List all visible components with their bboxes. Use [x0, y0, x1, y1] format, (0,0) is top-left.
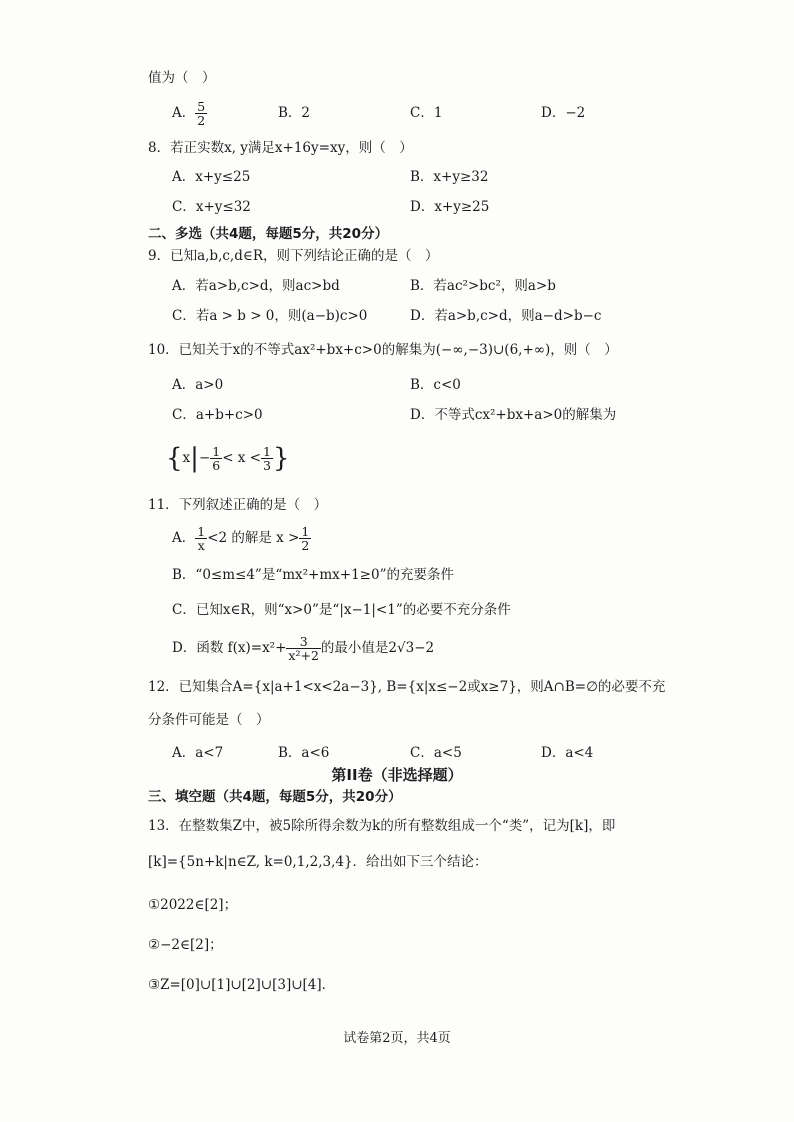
q8-option-a: A．x+y≤25	[172, 169, 251, 185]
q7-option-a-fraction	[195, 100, 207, 127]
bar-glyph: |	[190, 443, 199, 474]
q8-option-d: D．x+y≥25	[410, 199, 490, 215]
q12-stem-line-1: 12．已知集合A={x|a+1<x<2a−3}, B={x|x≤−2或x≥7}，则A∩B=∅的必要不充	[148, 679, 666, 695]
part-2-title: 第II卷（非选择题）	[331, 766, 463, 784]
q12-option-a: A．a<7	[172, 745, 224, 761]
q13-line-2: [k]={5n+k|n∈Z, k=0,1,2,3,4}．给出如下三个结论：	[148, 854, 488, 870]
q10-set-var: x	[182, 450, 191, 466]
q13-line-1: 13．在整数集Z中，被5除所得余数为k的所有整数组成一个“类”，记为[k]，即	[148, 818, 616, 834]
q10-set-mid: < x <	[222, 450, 262, 466]
q12-option-c: C．a<5	[410, 745, 462, 761]
q10-f2-num: 1	[263, 444, 271, 459]
page-footer: 试卷第2页，共4页	[343, 1031, 451, 1046]
q7-option-c: C．1	[410, 105, 443, 121]
q10-f2-den: 3	[263, 458, 271, 473]
q8-option-c: C．x+y≤32	[172, 199, 251, 215]
q9-option-b: B．若ac²>bc²，则a>b	[410, 278, 556, 294]
q11-option-a	[172, 523, 311, 553]
q7-stem-tail: 值为（ ）	[148, 70, 216, 86]
q11-a-num2: 1	[301, 524, 310, 539]
q10-stem: 10．已知关于x的不等式ax²+bx+c>0的解集为(−∞,−3)∪(6,+∞)，则（ ）	[148, 342, 618, 358]
q10-fraction-1	[210, 445, 222, 472]
q11-a-mid: <2 的解是 x >	[207, 530, 300, 546]
q11-stem: 11．下列叙述正确的是（ ）	[148, 497, 328, 513]
q11-a-den: x	[197, 538, 205, 553]
q10-option-d: D．不等式cx²+bx+a>0的解集为	[410, 407, 617, 423]
q7-a-num: 5	[197, 99, 206, 114]
q8-option-b: B．x+y≥32	[410, 169, 489, 185]
q10-fraction-2	[261, 445, 273, 472]
q7-option-a	[172, 100, 207, 127]
q11-d-num: 3	[286, 635, 321, 649]
left-brace-glyph: {	[166, 443, 183, 474]
q10-f1-num: 1	[212, 444, 221, 459]
q11-a-num: 1	[197, 524, 206, 539]
q11-d-den: x²+2	[288, 648, 319, 663]
q12-stem-line-2: 分条件可能是（ ）	[148, 712, 270, 728]
q9-option-d: D．若a>b,c>d，则a−d>b−c	[410, 308, 602, 324]
q7-a-den: 2	[197, 113, 206, 128]
q10-option-c: C．a+b+c>0	[172, 407, 263, 423]
q11-a-fraction-2	[299, 525, 311, 552]
q10-set-minus: −	[198, 450, 211, 466]
q10-f1-den: 6	[212, 458, 221, 473]
q11-a-label: A．	[172, 530, 196, 546]
q9-option-a: A．若a>b,c>d，则ac>bd	[172, 278, 340, 294]
q11-option-d	[172, 632, 434, 664]
q11-d-label: D．函数 f(x)=x²+	[172, 640, 287, 656]
q11-d-fraction	[286, 635, 321, 662]
q10-option-a: A．a>0	[172, 377, 224, 393]
section-3-heading: 三、填空题（共4题，每题5分，共20分）	[148, 789, 402, 805]
q11-option-c: C．已知x∈R，则“x>0”是“|x−1|<1”的必要不充分条件	[172, 602, 511, 618]
q7-option-b: B．2	[278, 105, 311, 121]
q9-stem: 9．已知a,b,c,d∈R，则下列结论正确的是（ ）	[148, 248, 439, 264]
right-brace-glyph: }	[272, 443, 290, 474]
q12-option-b: B．a<6	[278, 745, 330, 761]
q7-option-d: D．−2	[541, 105, 586, 121]
q11-a-fraction-1	[195, 525, 207, 552]
q13-conclusion-1: ①2022∈[2]；	[148, 897, 238, 913]
q10-option-b: B．c<0	[410, 377, 461, 393]
q13-conclusion-3: ③Z=[0]∪[1]∪[2]∪[3]∪[4]．	[148, 977, 336, 993]
q12-option-d: D．a<4	[541, 745, 594, 761]
q8-stem: 8．若正实数x, y满足x+16y=xy，则（ ）	[148, 140, 413, 156]
q11-option-b: B．“0≤m≤4”是“mx²+mx+1≥0”的充要条件	[172, 567, 454, 583]
q13-conclusion-2: ②−2∈[2]；	[148, 937, 223, 953]
q9-option-c: C．若a > b > 0，则(a−b)c>0	[172, 308, 368, 324]
q10-solution-set	[166, 440, 290, 476]
q7-option-a-label: A．	[172, 105, 196, 121]
q11-a-den2: 2	[301, 538, 310, 553]
section-2-heading: 二、多选（共4题，每题5分，共20分）	[148, 226, 389, 242]
q11-d-post: 的最小值是2√3−2	[320, 640, 435, 656]
